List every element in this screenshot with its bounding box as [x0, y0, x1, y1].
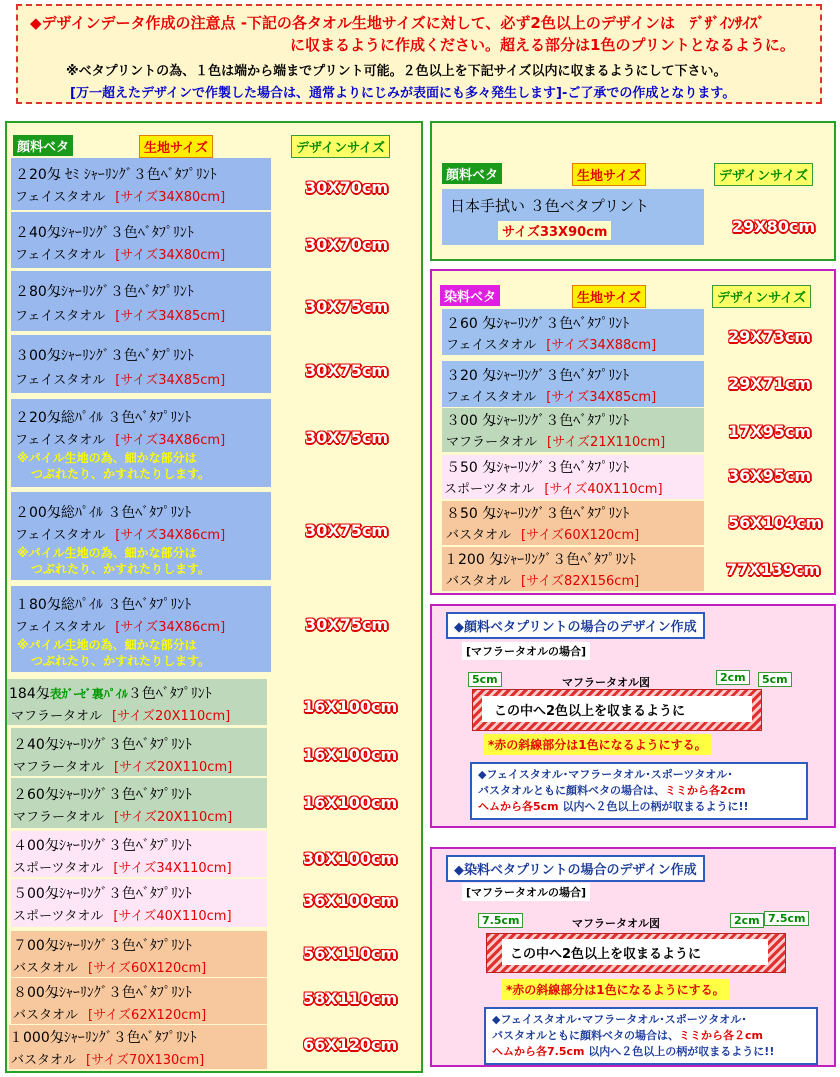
item-fabric-size: サイズ33X90cm [498, 221, 611, 240]
warning-text: *赤の斜線部分は1色になるようにする。 [484, 734, 711, 755]
list-item [11, 978, 267, 1024]
item-design-size: 30X70cm [305, 178, 389, 197]
item-name: ５50 匁ｼｬｰﾘﾝｸﾞ３色ﾍﾞﾀﾌﾟﾘﾝﾄ [446, 460, 630, 476]
item-fabric-size: [サイズ34X85cm] [115, 309, 226, 324]
senryo-tag: 染料ベタ [440, 285, 500, 306]
item-note: つぶれたり、かすれたりします。 [31, 467, 211, 481]
warning-text: *赤の斜線部分は1色になるようにする。 [502, 979, 729, 1000]
item-name: １000匁ｼｬｰﾘﾝｸﾞ３色ﾍﾞﾀﾌﾟﾘﾝﾄ [9, 1030, 197, 1046]
item-design-size: 17X95cm [728, 422, 812, 441]
howto-title: ◆顔料ベタプリントの場合のデザイン作成 [446, 612, 705, 639]
item-fabric-size: [サイズ60X120cm] [521, 528, 640, 543]
list-item [442, 455, 704, 499]
list-item [442, 547, 704, 591]
hem-margin-right: 5cm [758, 672, 792, 687]
notice-line-2: に収まるように作成ください。超える部分は1色のプリントとなるように。 [290, 36, 795, 54]
hem-margin-left: 7.5cm [478, 913, 523, 928]
item-name: ２40匁ｼｬｰﾘﾝｸﾞ３色ﾍﾞﾀﾌﾟﾘﾝﾄ [13, 737, 192, 753]
info-line-2: バスタオルともに顔料ベタの場合は、ミミから各２cm [492, 1029, 763, 1042]
item-design-size: 16X100cm [303, 793, 398, 812]
item-name: ２80匁ｼｬｰﾘﾝｸﾞ３色ﾍﾞﾀﾌﾟﾘﾝﾄ [15, 284, 194, 300]
item-design-size: 66X120cm [303, 1035, 398, 1054]
list-item [11, 335, 271, 393]
notice-box [16, 4, 822, 104]
item-fabric-size: [サイズ20X110cm] [114, 810, 233, 825]
list-item [11, 212, 271, 268]
item-type: フェイスタオル [サイズ34X86cm] [15, 620, 226, 635]
item-design-size: 77X139cm [726, 560, 821, 579]
design-size-header: デザインサイズ [291, 135, 390, 158]
item-type: スポーツタオル [サイズ34X110cm] [13, 861, 232, 876]
item-name: １200 匁ｼｬｰﾘﾝｸﾞ３色ﾍﾞﾀﾌﾟﾘﾝﾄ [444, 552, 637, 568]
item-name: 184匁表ｶﾞｰｾﾞ裏ﾊﾟｲﾙ３色ﾍﾞﾀﾌﾟﾘﾝﾄ [9, 686, 212, 702]
item-type: マフラータオル [サイズ20X110cm] [13, 810, 233, 825]
item-design-size: 30X75cm [305, 297, 389, 316]
design-size-header: デザインサイズ [712, 285, 811, 308]
list-item [442, 189, 704, 245]
selvage-margin: 2cm [716, 670, 750, 685]
design-size-header: デザインサイズ [714, 163, 813, 186]
item-fabric-size: [サイズ34X86cm] [115, 528, 226, 543]
item-name: ２60 匁ｼｬｰﾘﾝｸﾞ３色ﾍﾞﾀﾌﾟﾘﾝﾄ [446, 316, 630, 332]
item-fabric-size: [サイズ20X110cm] [114, 760, 233, 775]
item-fabric-size: [サイズ34X85cm] [115, 373, 226, 388]
item-type: スポーツタオル [サイズ40X110cm] [13, 909, 232, 924]
diagram-label: マフラータオル図 [572, 917, 660, 930]
item-design-size: 30X70cm [305, 235, 389, 254]
item-type: フェイスタオル [サイズ34X85cm] [15, 309, 226, 324]
diagram-label: マフラータオル図 [562, 676, 650, 689]
fabric-size-header: 生地サイズ [572, 285, 646, 308]
item-design-size: 30X75cm [305, 361, 389, 380]
item-design-size: 56X104cm [728, 513, 823, 532]
howto-title: ◆染料ベタプリントの場合のデザイン作成 [446, 855, 705, 882]
ganryo-howto-panel [430, 604, 836, 828]
item-fabric-size: [サイズ40X110cm] [113, 909, 232, 924]
item-fabric-size: [サイズ34X80cm] [115, 248, 226, 263]
item-name: ７00匁ｼｬｰﾘﾝｸﾞ３色ﾍﾞﾀﾌﾟﾘﾝﾄ [13, 938, 192, 954]
item-type: スポーツタオル [サイズ40X110cm] [444, 482, 663, 497]
list-item [442, 501, 704, 545]
item-name: ２00匁総ﾊﾟｲﾙ ３色ﾍﾞﾀﾌﾟﾘﾝﾄ [15, 505, 192, 521]
list-item [11, 271, 271, 331]
item-note: ※パイル生地の為、細かな部分は [17, 546, 197, 560]
item-name: ２60匁ｼｬｰﾘﾝｸﾞ３色ﾍﾞﾀﾌﾟﾘﾝﾄ [13, 787, 192, 803]
list-item [11, 831, 267, 877]
notice-line-1: ◆デザインデータ作成の注意点 -下記の各タオル生地サイズに対して、必ず2色以上のデザインは ﾃﾞｻﾞｲﾝｻｲｽﾞ [30, 14, 765, 32]
item-name: １80匁総ﾊﾟｲﾙ ３色ﾍﾞﾀﾌﾟﾘﾝﾄ [15, 597, 192, 613]
item-name: ２20匁総ﾊﾟｲﾙ ３色ﾍﾞﾀﾌﾟﾘﾝﾄ [15, 410, 192, 426]
list-item [11, 399, 271, 487]
ganryo-tag: 顔料ベタ [442, 163, 502, 184]
item-design-size: 30X75cm [305, 521, 389, 540]
list-item [11, 492, 271, 580]
list-item [7, 679, 267, 725]
item-design-size: 30X75cm [305, 428, 389, 447]
item-name: ４00匁ｼｬｰﾘﾝｸﾞ３色ﾍﾞﾀﾌﾟﾘﾝﾄ [13, 838, 192, 854]
item-type: バスタオル [サイズ82X156cm] [446, 574, 640, 589]
list-item [442, 408, 704, 452]
notice-line-3: ※ベタプリントの為、１色は端から端までプリント可能。２色以上を下記サイズ以内に収まるようにして下さい。 [66, 64, 727, 79]
item-design-size: 16X100cm [303, 697, 398, 716]
tenugui-panel [430, 121, 836, 261]
info-line-1: ◆フェイスタオル･マフラータオル･スポーツタオル･ [492, 1013, 747, 1026]
item-design-size: 36X95cm [728, 466, 812, 485]
item-fabric-size: [サイズ40X110cm] [544, 482, 663, 497]
item-type: フェイスタオル [サイズ34X88cm] [446, 338, 657, 353]
item-type: マフラータオル [サイズ20X110cm] [11, 709, 231, 724]
item-name: 日本手拭い ３色ベタプリント [450, 197, 650, 215]
item-design-size: 56X110cm [303, 944, 398, 963]
item-type: バスタオル [サイズ70X130cm] [11, 1053, 205, 1068]
item-type: バスタオル [サイズ60X120cm] [13, 961, 207, 976]
info-line-1: ◆フェイスタオル･マフラータオル･スポーツタオル･ [478, 768, 733, 781]
item-fabric-size: [サイズ34X86cm] [115, 433, 226, 448]
info-line-3: ヘムから各5cm 以内へ２色以上の柄が収まるように!! [478, 800, 749, 813]
item-design-size: 16X100cm [303, 745, 398, 764]
item-fabric-size: [サイズ34X85cm] [546, 390, 657, 405]
item-design-size: 30X100cm [303, 849, 398, 868]
item-note: ※パイル生地の為、細かな部分は [17, 638, 197, 652]
item-type: バスタオル [サイズ62X120cm] [13, 1008, 207, 1023]
item-name: ５00匁ｼｬｰﾘﾝｸﾞ３色ﾍﾞﾀﾌﾟﾘﾝﾄ [13, 886, 192, 902]
list-item [442, 309, 704, 355]
list-item [11, 158, 271, 210]
item-fabric-size: [サイズ34X86cm] [115, 620, 226, 635]
item-name: ３20 匁ｼｬｰﾘﾝｸﾞ３色ﾍﾞﾀﾌﾟﾘﾝﾄ [446, 368, 630, 384]
item-type: マフラータオル [サイズ20X110cm] [13, 760, 233, 775]
item-design-size: 58X110cm [303, 989, 398, 1008]
hem-margin-right: 7.5cm [764, 911, 809, 926]
item-type: フェイスタオル [サイズ34X85cm] [15, 373, 226, 388]
list-item [11, 586, 271, 672]
fabric-size-header: 生地サイズ [139, 135, 213, 158]
item-type: フェイスタオル [サイズ34X86cm] [15, 528, 226, 543]
item-type: フェイスタオル [サイズ34X80cm] [15, 190, 226, 205]
item-note: つぶれたり、かすれたりします。 [31, 562, 211, 576]
ganryo-tag: 顔料ベタ [13, 135, 73, 156]
item-design-size: 36X100cm [303, 891, 398, 910]
item-design-size: 29X80cm [732, 217, 816, 236]
list-item [9, 1025, 267, 1069]
info-box [484, 1007, 818, 1065]
item-type: バスタオル [サイズ60X120cm] [446, 528, 640, 543]
item-fabric-size: [サイズ34X110cm] [113, 861, 232, 876]
selvage-margin: 2cm [730, 913, 764, 928]
item-design-size: 29X73cm [728, 327, 812, 346]
item-design-size: 30X75cm [305, 615, 389, 634]
list-item [11, 879, 267, 927]
item-type: フェイスタオル [サイズ34X80cm] [15, 248, 226, 263]
info-line-2: バスタオルともに顔料ベタの場合は、ミミから各2cm [478, 784, 746, 797]
item-fabric-size: [サイズ20X110cm] [112, 709, 231, 724]
ganryo-list-panel [5, 121, 423, 1073]
list-item [11, 778, 267, 828]
item-fabric-size: [サイズ34X88cm] [546, 338, 657, 353]
info-line-3: ヘムから各7.5cm 以内へ２色以上の柄が収まるように!! [492, 1045, 775, 1058]
item-design-size: 29X71cm [728, 374, 812, 393]
howto-subtitle: [マフラータオルの場合] [462, 642, 590, 660]
item-fabric-size: [サイズ60X120cm] [88, 961, 207, 976]
item-note: つぶれたり、かすれたりします。 [31, 654, 211, 668]
item-name: ８00匁ｼｬｰﾘﾝｸﾞ３色ﾍﾞﾀﾌﾟﾘﾝﾄ [13, 985, 192, 1001]
senryo-howto-panel [430, 847, 836, 1067]
howto-subtitle: [マフラータオルの場合] [462, 883, 590, 901]
senryo-list-panel [430, 269, 836, 595]
info-box [470, 762, 808, 820]
list-item [11, 931, 267, 977]
item-fabric-size: [サイズ70X130cm] [86, 1053, 205, 1068]
item-name: ３00 匁ｼｬｰﾘﾝｸﾞ３色ﾍﾞﾀﾌﾟﾘﾝﾄ [446, 413, 630, 429]
notice-line-4: [万一超えたデザインで作製した場合は、通常よりにじみが表面にも多々発生します]-ご了承での作成となります。 [70, 86, 736, 101]
item-note: ※パイル生地の為、細かな部分は [17, 451, 197, 465]
item-name: ８50 匁ｼｬｰﾘﾝｸﾞ３色ﾍﾞﾀﾌﾟﾘﾝﾄ [446, 506, 630, 522]
item-type: フェイスタオル [サイズ34X85cm] [446, 390, 657, 405]
item-type: フェイスタオル [サイズ34X86cm] [15, 433, 226, 448]
design-area-label: この中へ2色以上を収まるように [494, 704, 686, 719]
item-name: ２20匁 ｾﾐ ｼｬｰﾘﾝｸﾞ３色ﾍﾞﾀﾌﾟﾘﾝﾄ [15, 167, 217, 183]
fabric-size-header: 生地サイズ [572, 163, 646, 186]
item-name: ２40匁ｼｬｰﾘﾝｸﾞ３色ﾍﾞﾀﾌﾟﾘﾝﾄ [15, 225, 194, 241]
item-fabric-size: [サイズ21X110cm] [547, 435, 666, 450]
hem-margin-left: 5cm [468, 672, 502, 687]
item-fabric-size: [サイズ82X156cm] [521, 574, 640, 589]
list-item [442, 361, 704, 407]
list-item [11, 728, 267, 776]
design-area-label: この中へ2色以上を収まるように [510, 947, 702, 962]
item-fabric-size: [サイズ62X120cm] [88, 1008, 207, 1023]
item-type: マフラータオル [サイズ21X110cm] [446, 435, 666, 450]
item-fabric-size: [サイズ34X80cm] [115, 190, 226, 205]
item-name: ３00匁ｼｬｰﾘﾝｸﾞ３色ﾍﾞﾀﾌﾟﾘﾝﾄ [15, 348, 194, 364]
